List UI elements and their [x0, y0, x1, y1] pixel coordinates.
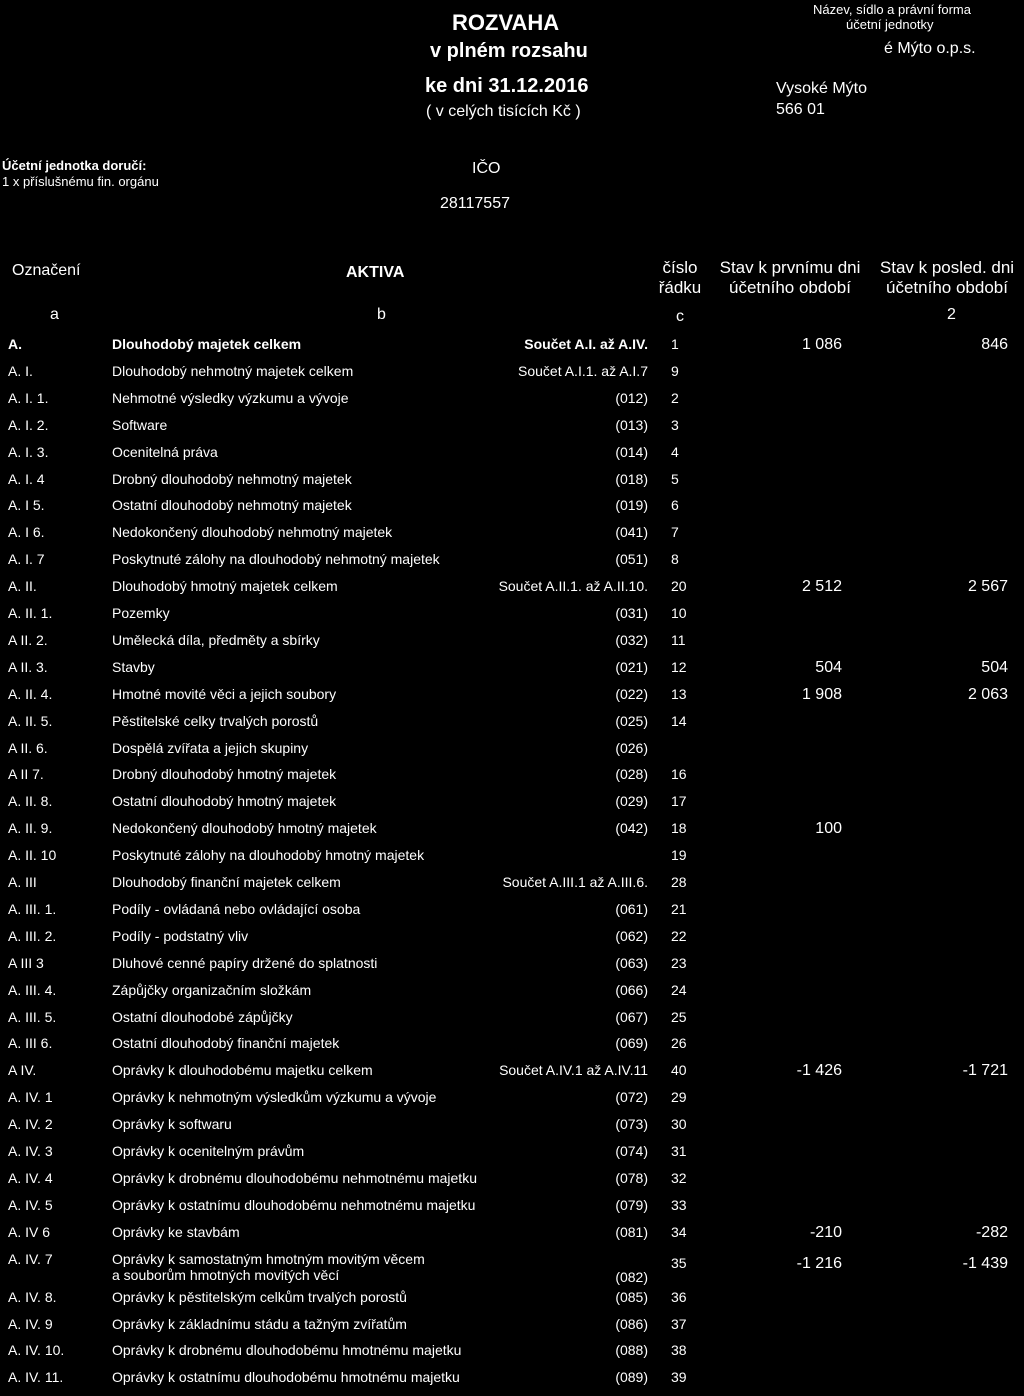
row-line-number: 11: [671, 631, 686, 648]
row-line-number: 26: [671, 1035, 687, 1052]
table-row: [0, 551, 1024, 578]
col-stav-posled-line1: Stav k posled. dni: [879, 258, 1015, 277]
row-code: A. II. 8.: [8, 793, 53, 810]
row-reference: (025): [615, 712, 648, 729]
row-reference: (021): [615, 658, 648, 675]
row-value-last-day: 2 063: [967, 685, 1008, 703]
row-name: Dlouhodobý finanční majetek celkem: [112, 874, 341, 890]
row-line-number: 9: [671, 362, 679, 379]
row-name: Drobný dlouhodobý hmotný majetek: [112, 766, 337, 783]
row-name: Oprávky k ostatnímu dlouhodobému nehmotnému majetku: [112, 1196, 476, 1213]
row-code: A. IV. 7: [8, 1250, 53, 1267]
entity-name: é Mýto o.p.s.: [884, 40, 976, 57]
row-code: A. I. 3.: [8, 443, 49, 460]
row-value-first-day: 2 512: [801, 578, 842, 596]
row-name: Stavby: [112, 658, 155, 675]
row-line-number: 7: [671, 524, 679, 541]
row-code: A. IV. 5: [8, 1196, 53, 1213]
col-oznaceni: Označení: [12, 262, 81, 279]
row-code: A III 3: [8, 954, 44, 971]
row-code: A. IV. 11.: [8, 1369, 64, 1386]
row-name: Pěstitelské celky trvalých porostů: [112, 712, 319, 729]
entity-zip: 566 01: [776, 101, 825, 118]
row-code: A II. 3.: [8, 658, 48, 675]
row-code: A. II. 4.: [8, 685, 53, 702]
row-reference: (014): [615, 443, 648, 460]
row-code: A. III. 2.: [8, 927, 57, 944]
row-value-last-day: -282: [975, 1223, 1008, 1241]
table-row: [0, 847, 1024, 874]
delivers-label: Účetní jednotka doručí:: [2, 158, 147, 173]
table-row: [0, 1224, 1024, 1251]
row-reference: (073): [615, 1116, 648, 1133]
row-name: Dlouhodobý hmotný majetek celkem: [112, 578, 338, 595]
table-row: [0, 578, 1024, 605]
entity-label-line2: účetní jednotky: [846, 17, 934, 32]
row-value-last-day: 846: [981, 336, 1008, 353]
row-name: Ocenitelná práva: [112, 443, 218, 460]
row-line-number: 24: [671, 981, 687, 998]
row-line-number: 1: [671, 336, 679, 352]
row-reference: (041): [615, 524, 648, 541]
row-code: A.: [8, 336, 22, 352]
row-reference: (086): [615, 1315, 648, 1332]
row-name: Oprávky k nehmotným výsledkům výzkumu a vývoje: [112, 1089, 437, 1106]
row-name: Ostatní dlouhodobý hmotný majetek: [112, 793, 337, 810]
row-line-number: 22: [671, 927, 687, 944]
row-reference: (029): [615, 793, 648, 810]
row-code: A. III: [8, 874, 37, 890]
row-reference: (018): [615, 470, 648, 487]
col-stav-prvni-line2: účetního období: [729, 278, 851, 297]
table-row: [0, 901, 1024, 928]
row-line-number: 8: [671, 551, 679, 568]
row-name: Poskytnuté zálohy na dlouhodobý hmotný majetek: [112, 847, 425, 864]
row-reference: (089): [615, 1369, 648, 1386]
row-code: A. IV. 8.: [8, 1288, 57, 1305]
row-name: Dlouhodobý nehmotný majetek celkem: [112, 362, 354, 379]
row-value-first-day: 1 086: [801, 336, 842, 353]
table-row: [0, 336, 1024, 363]
row-reference: (082): [615, 1268, 648, 1285]
row-line-number: 21: [671, 900, 687, 917]
row-reference: (026): [615, 739, 648, 756]
row-name: Poskytnuté zálohy na dlouhodobý nehmotný majetek: [112, 551, 440, 568]
table-row: [0, 444, 1024, 471]
row-code: A. III. 4.: [8, 981, 57, 998]
row-reference: Součet A.III.1 až A.III.6.: [502, 874, 648, 890]
row-line-number: 20: [671, 578, 687, 595]
row-value-last-day: 2 567: [967, 578, 1008, 596]
table-row: [0, 1316, 1024, 1343]
row-name-continued: a souborům hmotných movitých věcí: [112, 1266, 340, 1283]
table-row: [0, 713, 1024, 740]
table-row: [0, 740, 1024, 767]
row-reference: (074): [615, 1143, 648, 1159]
row-value-last-day: -1 439: [962, 1254, 1008, 1272]
row-name: Podíly - ovládaná nebo ovládající osoba: [112, 900, 361, 917]
row-name: Software: [112, 416, 168, 433]
table-row: [0, 390, 1024, 417]
row-line-number: 6: [671, 497, 679, 514]
table-row: [0, 955, 1024, 982]
units-note: ( v celých tisících Kč ): [426, 103, 581, 120]
row-name: Oprávky k samostatným hmotným movitým věcem: [112, 1250, 425, 1267]
col-stav-prvni: [710, 258, 870, 298]
table-row: [0, 874, 1024, 901]
row-reference: (078): [615, 1169, 648, 1186]
row-reference: (062): [615, 927, 648, 944]
row-name: Hmotné movité věci a jejich soubory: [112, 685, 337, 702]
row-name: Oprávky k drobnému dlouhodobému nehmotnému majetku: [112, 1169, 477, 1186]
table-row: [0, 820, 1024, 847]
table-row: [0, 497, 1024, 524]
row-name: Nedokončený dlouhodobý hmotný majetek: [112, 820, 377, 837]
row-name: Dlouhodobý majetek celkem: [112, 336, 302, 352]
row-line-number: 29: [671, 1089, 687, 1106]
row-name: Drobný dlouhodobý nehmotný majetek: [112, 470, 352, 487]
row-name: Podíly - podstatný vliv: [112, 927, 249, 944]
row-name: Ostatní dlouhodobý finanční majetek: [112, 1035, 340, 1052]
row-reference: (085): [615, 1288, 648, 1305]
row-line-number: 19: [671, 847, 687, 864]
row-reference: (079): [615, 1196, 648, 1213]
row-code: A. IV. 2: [8, 1116, 53, 1133]
row-reference: Součet A.I.1. až A.I.7: [518, 362, 648, 379]
row-code: A II. 2.: [8, 631, 48, 648]
row-value-first-day: 504: [815, 658, 842, 676]
table-row: [0, 1062, 1024, 1089]
row-reference: (081): [615, 1223, 648, 1240]
table-row: [0, 632, 1024, 659]
table-row: [0, 659, 1024, 686]
row-line-number: 37: [671, 1315, 687, 1332]
row-line-number: 4: [671, 443, 679, 460]
row-value-first-day: -1 426: [796, 1062, 842, 1080]
table-row: [0, 1369, 1024, 1396]
row-line-number: 13: [671, 685, 687, 702]
col-cislo-radku: [640, 258, 720, 298]
row-name: Oprávky k dlouhodobému majetku celkem: [112, 1062, 373, 1079]
ico-value: 28117557: [440, 195, 510, 212]
row-code: A. II. 9.: [8, 820, 53, 837]
entity-city: Vysoké Mýto: [776, 80, 867, 97]
row-name: Nehmotné výsledky výzkumu a vývoje: [112, 389, 349, 406]
row-line-number: 16: [671, 766, 687, 783]
row-line-number: 2: [671, 389, 679, 406]
row-line-number: 40: [671, 1062, 687, 1079]
row-name: Oprávky k ocenitelným právům: [112, 1143, 305, 1159]
row-reference: Součet A.IV.1 až A.IV.11: [499, 1062, 648, 1079]
col-stav-posled: [870, 258, 1024, 298]
row-value-last-day: -1 721: [962, 1062, 1008, 1080]
row-code: A. IV. 4: [8, 1169, 53, 1186]
row-reference: (072): [615, 1089, 648, 1106]
row-reference: (063): [615, 954, 648, 971]
col-sub-2: 2: [947, 306, 956, 323]
row-reference: Součet A.I. až A.IV.: [524, 336, 648, 352]
row-code: A II. 6.: [8, 739, 48, 756]
row-name: Oprávky ke stavbám: [112, 1223, 240, 1240]
row-reference: (031): [615, 605, 648, 621]
table-row: [0, 1089, 1024, 1116]
row-code: A. III. 1.: [8, 900, 57, 917]
document-subtitle: v plném rozsahu: [430, 40, 588, 62]
row-name: Oprávky k ostatnímu dlouhodobému hmotnému majetku: [112, 1369, 460, 1386]
row-value-first-day: -1 216: [796, 1254, 842, 1272]
row-line-number: 33: [671, 1196, 687, 1213]
table-row: [0, 1116, 1024, 1143]
table-row: [0, 605, 1024, 632]
row-name: Ostatní dlouhodobé zápůjčky: [112, 1008, 293, 1025]
row-line-number: 17: [671, 793, 687, 810]
table-row: [0, 793, 1024, 820]
row-code: A. III 6.: [8, 1035, 53, 1052]
row-name: Oprávky k základnímu stádu a tažným zvířatům: [112, 1315, 407, 1332]
row-line-number: 32: [671, 1169, 687, 1186]
row-reference: (088): [615, 1342, 648, 1359]
row-code: A. I. 2.: [8, 416, 49, 433]
table-row: [0, 1197, 1024, 1224]
table-row: [0, 471, 1024, 498]
row-code: A. I.: [8, 362, 33, 379]
row-name: Oprávky k drobnému dlouhodobému hmotnému majetku: [112, 1342, 462, 1359]
row-code: A. II. 5.: [8, 712, 53, 729]
table-row: [0, 1289, 1024, 1316]
row-name: Zápůjčky organizačním složkám: [112, 981, 312, 998]
col-cislo-radku-line2: řádku: [658, 278, 702, 297]
row-line-number: 39: [671, 1369, 687, 1386]
col-sub-c: c: [676, 308, 684, 325]
document-title: ROZVAHA: [452, 10, 560, 35]
table-row: [0, 1035, 1024, 1062]
row-line-number: 10: [671, 605, 687, 621]
row-code: A. II. 1.: [8, 605, 53, 621]
row-line-number: 30: [671, 1116, 687, 1133]
row-value-first-day: -210: [809, 1223, 842, 1241]
row-name: Pozemky: [112, 605, 170, 621]
row-name: Dluhové cenné papíry držené do splatnosti: [112, 954, 378, 971]
table-row: [0, 766, 1024, 793]
table-row: [0, 1170, 1024, 1197]
row-line-number: 35: [671, 1254, 687, 1271]
col-stav-prvni-line1: Stav k prvnímu dni: [719, 258, 861, 277]
row-code: A. IV. 9: [8, 1315, 53, 1332]
col-cislo-radku-line1: číslo: [662, 258, 698, 277]
ico-label: IČO: [472, 160, 501, 177]
row-code: A. I. 4: [8, 470, 45, 487]
row-reference: (012): [615, 389, 648, 406]
table-row: [0, 982, 1024, 1009]
row-value-first-day: 1 908: [801, 685, 842, 703]
table-row: [0, 686, 1024, 713]
row-name: Oprávky k softwaru: [112, 1116, 232, 1133]
row-reference: (019): [615, 497, 648, 514]
table-row: [0, 524, 1024, 551]
col-stav-posled-line2: účetního období: [886, 278, 1008, 297]
row-code: A. I 5.: [8, 497, 45, 514]
row-reference: (051): [615, 551, 648, 568]
row-code: A. IV. 3: [8, 1143, 53, 1159]
row-reference: (042): [615, 820, 648, 837]
row-reference: (066): [615, 981, 648, 998]
col-aktiva: AKTIVA: [346, 264, 405, 281]
row-name: Oprávky k pěstitelským celkům trvalých porostů: [112, 1288, 407, 1305]
table-row: [0, 1009, 1024, 1036]
row-line-number: 5: [671, 470, 679, 487]
row-code: A. I. 7: [8, 551, 45, 568]
col-sub-b: b: [377, 306, 386, 323]
row-code: A IV.: [8, 1062, 37, 1079]
row-reference: (061): [615, 900, 648, 917]
row-line-number: 23: [671, 954, 687, 971]
row-code: A. II. 10: [8, 847, 57, 864]
table-row: [0, 928, 1024, 955]
row-name: Umělecká díla, předměty a sbírky: [112, 631, 320, 648]
row-reference: (022): [615, 685, 648, 702]
row-line-number: 3: [671, 416, 679, 433]
row-line-number: 18: [671, 820, 687, 837]
row-code: A II 7.: [8, 766, 44, 783]
row-code: A. I 6.: [8, 524, 45, 541]
row-name: Dospělá zvířata a jejich skupiny: [112, 739, 309, 756]
row-line-number: 38: [671, 1342, 687, 1359]
row-line-number: 36: [671, 1288, 687, 1305]
row-code: A. IV. 10.: [8, 1342, 65, 1359]
row-code: A. III. 5.: [8, 1008, 57, 1025]
row-code: A. I. 1.: [8, 389, 49, 406]
col-sub-a: a: [50, 306, 59, 323]
row-reference: (069): [615, 1035, 648, 1052]
row-line-number: 31: [671, 1143, 687, 1159]
row-value-first-day: 100: [815, 820, 842, 838]
table-row: [0, 1143, 1024, 1170]
row-line-number: 12: [671, 658, 687, 675]
row-code: A. IV 6: [8, 1223, 51, 1240]
row-line-number: 25: [671, 1008, 687, 1025]
row-line-number: 34: [671, 1223, 687, 1240]
table-row: [0, 417, 1024, 444]
row-value-last-day: 504: [981, 658, 1008, 676]
row-name: Nedokončený dlouhodobý nehmotný majetek: [112, 524, 393, 541]
table-row: [0, 363, 1024, 390]
row-reference: Součet A.II.1. až A.II.10.: [498, 578, 648, 595]
balance-date: ke dni 31.12.2016: [425, 75, 589, 97]
table-row: [0, 1251, 1024, 1291]
row-line-number: 14: [671, 712, 687, 729]
row-code: A. IV. 1: [8, 1089, 53, 1106]
row-reference: (013): [615, 416, 648, 433]
delivers-value: 1 x příslušnému fin. orgánu: [2, 174, 159, 189]
row-reference: (028): [615, 766, 648, 783]
row-reference: (067): [615, 1008, 648, 1025]
row-line-number: 28: [671, 874, 687, 890]
row-code: A. II.: [8, 578, 37, 595]
row-name: Ostatní dlouhodobý nehmotný majetek: [112, 497, 352, 514]
row-reference: (032): [615, 631, 648, 648]
entity-label-line1: Název, sídlo a právní forma: [813, 2, 971, 17]
table-row: [0, 1342, 1024, 1369]
